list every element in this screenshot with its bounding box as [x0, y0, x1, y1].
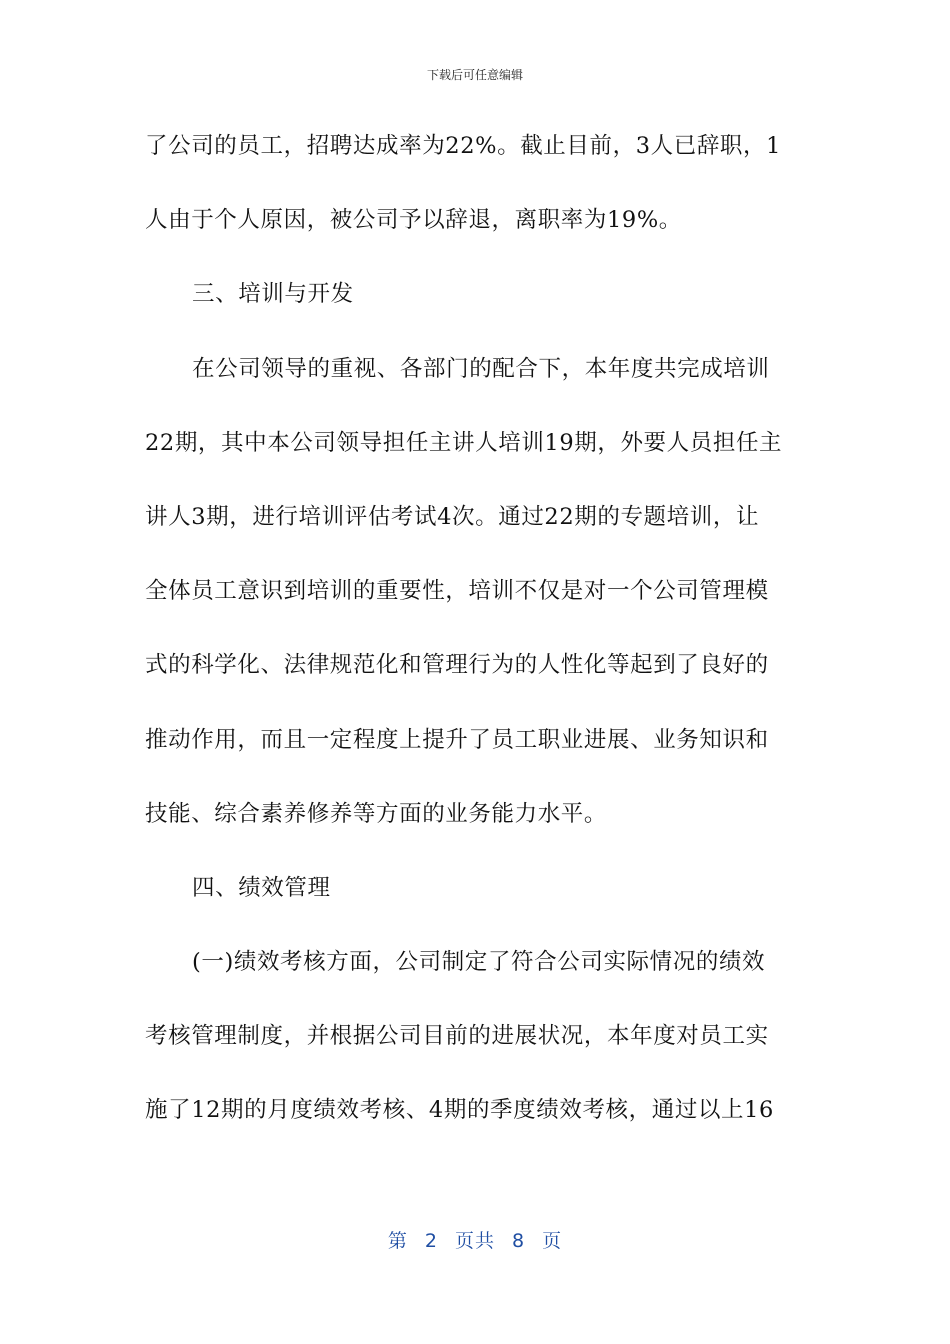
text-line: 推动作用，而且一定程度上提升了员工职业进展、业务知识和 — [145, 726, 769, 753]
paragraph-start: 在公司领导的重视、各部门的配合下，本年度共完成培训 — [192, 355, 770, 382]
text-line: 讲人3期，进行培训评估考试4次。通过22期的专题培训，让 — [145, 503, 760, 530]
document-body — [145, 128, 810, 1167]
text-line: 式的科学化、法律规范化和管理行为的人性化等起到了良好的 — [145, 652, 769, 679]
page-number-footer: 第 2 页共 8 页 — [387, 1230, 563, 1252]
text-line: 考核管理制度，并根据公司目前的进展状况，本年度对员工实 — [145, 1023, 769, 1050]
text-line: 人由于个人原因，被公司予以辞退，离职率为19%。 — [145, 207, 682, 234]
page-header-note: 下载后可任意编辑 — [426, 68, 523, 82]
section-heading: 四、绩效管理 — [192, 874, 331, 901]
section-heading: 三、培训与开发 — [192, 281, 354, 308]
text-line: 了公司的员工，招聘达成率为22%。截止目前，3人已辞职，1 — [145, 133, 782, 159]
text-line: 施了12期的月度绩效考核、4期的季度绩效考核，通过以上16 — [145, 1097, 774, 1124]
text-line: 技能、综合素养修养等方面的业务能力水平。 — [145, 800, 608, 827]
text-line: 全体员工意识到培训的重要性，培训不仅是对一个公司管理模 — [145, 578, 769, 605]
paragraph-start: (一)绩效考核方面，公司制定了符合公司实际情况的绩效 — [192, 949, 766, 976]
text-line: 22期，其中本公司领导担任主讲人培训19期，外要人员担任主 — [145, 429, 783, 456]
